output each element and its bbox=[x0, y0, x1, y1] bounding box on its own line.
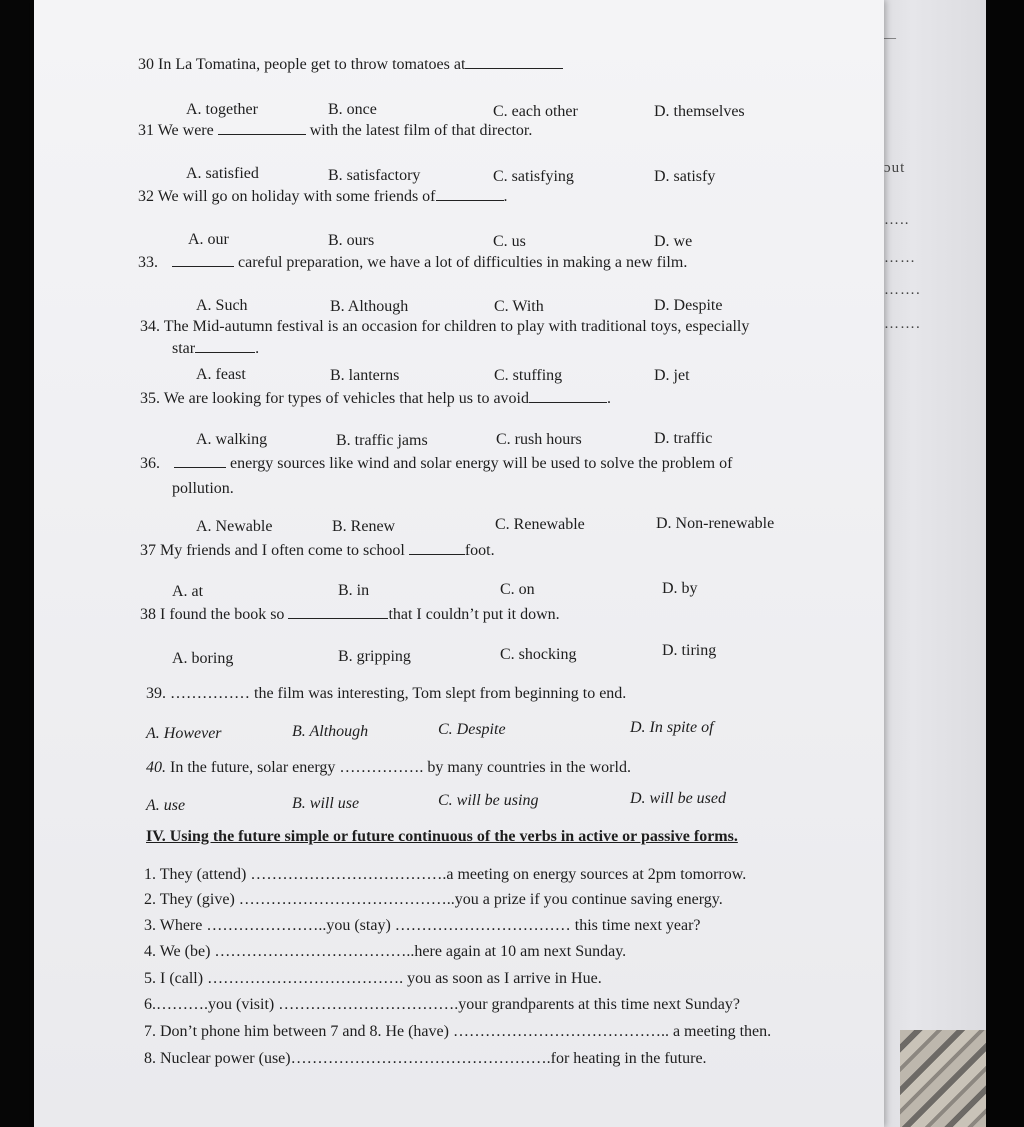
option-c: C. shocking bbox=[500, 646, 577, 663]
answer-blank bbox=[174, 455, 226, 468]
margin-fragment: — bbox=[884, 30, 897, 44]
option-a: A. our bbox=[188, 231, 229, 248]
answer-dots: ……………. bbox=[339, 759, 424, 776]
question-36-line2: pollution. bbox=[172, 480, 234, 497]
option-d: D. tiring bbox=[662, 642, 717, 659]
answer-dots: ……………………………. bbox=[278, 996, 459, 1013]
answer-dots: ………………………………….. bbox=[238, 891, 455, 908]
option-b: B. will use bbox=[292, 795, 360, 812]
answer-dots: …………………………… bbox=[394, 917, 571, 934]
question-32: 32 We will go on holiday with some friends of . bbox=[138, 188, 508, 205]
margin-fragment: ……. bbox=[884, 282, 921, 298]
option-b: B. in bbox=[338, 582, 370, 599]
option-b: B. lanterns bbox=[330, 367, 400, 384]
answer-blank bbox=[195, 340, 255, 353]
option-d: D. jet bbox=[654, 367, 690, 384]
answer-dots: ………………………………….. bbox=[452, 1023, 669, 1040]
option-d: D. will be used bbox=[630, 790, 726, 807]
answer-blank bbox=[529, 390, 607, 403]
answer-blank bbox=[172, 254, 234, 267]
option-b: B. Renew bbox=[332, 518, 396, 535]
question-40: 40. In the future, solar energy ……………. by many countries in the world. bbox=[146, 759, 631, 776]
option-a: A. boring bbox=[172, 650, 234, 667]
option-b: B. gripping bbox=[338, 648, 411, 665]
option-a: A. Newable bbox=[196, 518, 273, 535]
answer-dots: …………………………………………. bbox=[290, 1050, 551, 1067]
answer-dots: ………………………………. bbox=[250, 866, 447, 883]
option-a: A. Such bbox=[196, 297, 248, 314]
option-c: C. satisfying bbox=[493, 168, 574, 185]
exercise-item-4: 4. We (be) ………………………………..here again at 10 am next Sunday. bbox=[144, 943, 627, 960]
option-d: D. traffic bbox=[654, 430, 713, 447]
margin-fragment: ɔut bbox=[884, 160, 906, 176]
option-d: D. by bbox=[662, 580, 698, 597]
option-c: C. rush hours bbox=[496, 431, 582, 448]
option-d: D. In spite of bbox=[630, 719, 714, 736]
option-c: C. will be using bbox=[438, 792, 539, 809]
option-a: A. walking bbox=[196, 431, 268, 448]
option-c: C. on bbox=[500, 581, 535, 598]
option-b: B. Although bbox=[292, 723, 369, 740]
option-c: C. us bbox=[493, 233, 526, 250]
exercise-item-3: 3. Where …………………..you (stay) …………………………… this time next year? bbox=[144, 917, 701, 934]
question-33: 33. careful preparation, we have a lot of difficulties in making a new film. bbox=[138, 254, 688, 271]
option-a: A. use bbox=[146, 797, 186, 814]
exercise-item-2: 2. They (give) …………………………………..you a prize if you continue saving energy. bbox=[144, 891, 723, 908]
answer-blank bbox=[465, 56, 563, 69]
margin-fragment: ……. bbox=[884, 316, 921, 332]
exercise-item-5: 5. I (call) ………………………………. you as soon as I arrive in Hue. bbox=[144, 970, 602, 987]
option-a: A. satisfied bbox=[186, 165, 259, 182]
option-a: A. at bbox=[172, 583, 204, 600]
question-35: 35. We are looking for types of vehicles that help us to avoid . bbox=[140, 390, 611, 407]
answer-blank bbox=[436, 188, 504, 201]
option-b: B. Although bbox=[330, 298, 409, 315]
answer-blank bbox=[288, 606, 388, 619]
exercise-item-8: 8. Nuclear power (use)………………………………………….for heating in the future. bbox=[144, 1050, 707, 1067]
question-36: 36. energy sources like wind and solar energy will be used to solve the problem of bbox=[140, 455, 733, 472]
option-a: A. together bbox=[186, 101, 258, 118]
option-d: D. satisfy bbox=[654, 168, 716, 185]
option-a: A. feast bbox=[196, 366, 246, 383]
section-heading: IV. Using the future simple or future continuous of the verbs in active or passive forms. bbox=[146, 828, 738, 845]
answer-dots: ……………………………….. bbox=[214, 943, 415, 960]
answer-dots: ………………………………. bbox=[207, 970, 404, 987]
margin-fragment: …… bbox=[884, 250, 916, 266]
answer-dots: …………… bbox=[170, 685, 250, 702]
option-b: B. once bbox=[328, 101, 377, 118]
dark-background-left bbox=[0, 0, 34, 1127]
margin-fragment: ….. bbox=[884, 212, 910, 228]
option-b: B. traffic jams bbox=[336, 432, 428, 449]
question-38: 38 I found the book so that I couldn’t put it down. bbox=[140, 606, 560, 623]
option-a: A. However bbox=[146, 725, 222, 742]
answer-dots: ………. bbox=[156, 996, 208, 1013]
exercise-item-1: 1. They (attend) ……………………………….a meeting on energy sources at 2pm tomorrow. bbox=[144, 866, 747, 883]
patterned-surface bbox=[900, 1030, 986, 1127]
answer-blank bbox=[409, 542, 465, 555]
option-b: B. satisfactory bbox=[328, 167, 421, 184]
option-d: D. we bbox=[654, 233, 693, 250]
dark-background-right bbox=[986, 0, 1024, 1127]
question-34-line2: star . bbox=[172, 340, 260, 357]
option-b: B. ours bbox=[328, 232, 375, 249]
option-c: C. With bbox=[494, 298, 544, 315]
answer-dots: ………………….. bbox=[206, 917, 327, 934]
option-c: C. Despite bbox=[438, 721, 506, 738]
answer-blank bbox=[218, 122, 306, 135]
option-c: C. each other bbox=[493, 103, 578, 120]
option-d: D. themselves bbox=[654, 103, 745, 120]
option-c: C. Renewable bbox=[495, 516, 585, 533]
question-34: 34. The Mid-autumn festival is an occasion for children to play with traditional toys, especially bbox=[140, 318, 750, 335]
worksheet-page bbox=[34, 0, 884, 1127]
option-d: D. Non-renewable bbox=[656, 515, 775, 532]
question-37: 37 My friends and I often come to school foot. bbox=[140, 542, 495, 559]
question-39: 39. …………… the film was interesting, Tom slept from beginning to end. bbox=[146, 685, 627, 702]
option-c: C. stuffing bbox=[494, 367, 563, 384]
exercise-item-7: 7. Don’t phone him between 7 and 8. He (have) ………………………………….. a meeting then. bbox=[144, 1023, 772, 1040]
exercise-item-6: 6.……….you (visit) …………………………….your grandparents at this time next Sunday? bbox=[144, 996, 740, 1013]
question-30: 30 In La Tomatina, people get to throw tomatoes at bbox=[138, 56, 563, 74]
question-31: 31 We were with the latest film of that director. bbox=[138, 122, 533, 139]
option-d: D. Despite bbox=[654, 297, 723, 314]
